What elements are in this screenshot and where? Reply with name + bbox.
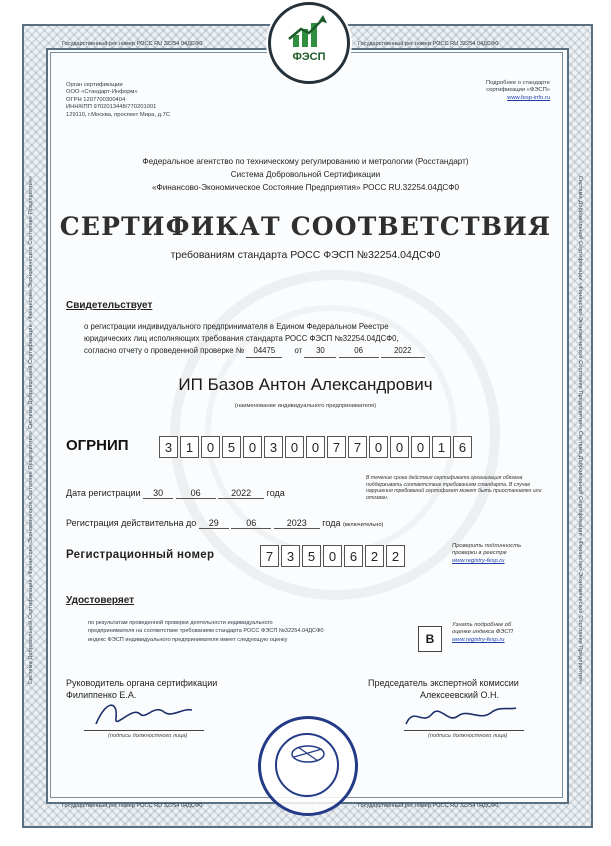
reg-number-digit: 3 xyxy=(281,545,300,567)
ogrnip-digit: 6 xyxy=(453,436,472,458)
attests-heading: Удостоверяет xyxy=(66,595,135,606)
registration-suffix: года xyxy=(266,488,285,498)
report-day: 30 xyxy=(304,345,336,358)
report-month: 06 xyxy=(339,345,379,358)
organ-title: Орган сертификации xyxy=(66,82,123,88)
ogrnip-digit: 0 xyxy=(285,436,304,458)
attests-line-3: индекс ФЭСП индивидуального предпринимателя имеет следующую оценку xyxy=(88,636,288,643)
left-signatory-name: Филиппенко Е.А. xyxy=(66,690,137,700)
ogrnip-digit: 0 xyxy=(201,436,220,458)
organ-line-4: 129110, г.Москва, проспект Мира, д.7С xyxy=(66,111,171,118)
top-right-reg-line: Государственный рег номер РОСС RU 32254 04ДСФ0 xyxy=(358,41,499,47)
valid-until-note: (включительно) xyxy=(342,522,384,528)
ogrnip-digit: 0 xyxy=(411,436,430,458)
reg-number-digit: 2 xyxy=(386,545,405,567)
bottom-left-reg-line: Государственный рег номер РОСС RU 32254 04ДСФ0 xyxy=(62,803,203,809)
ogrnip-label: ОГРНИП xyxy=(66,437,129,454)
ogrnip-digits xyxy=(159,436,472,458)
registration-year: 2022 xyxy=(218,488,264,499)
right-signature xyxy=(400,700,520,732)
agency-line-3: «Финансово-Экономическое Состояние Предприятия» РОСС RU.32254.04ДСФ0 xyxy=(151,183,460,192)
reg-number-digit: 6 xyxy=(344,545,363,567)
standard-info-line-2: сертификации «ФЭСП» xyxy=(486,87,550,94)
agency-line-1: Федеральное агентство по техническому регулированию и метрологии (Росстандарт) xyxy=(142,157,469,166)
attests-line-1: по результатам проведенной проверки деятельности индивидуального xyxy=(88,620,273,626)
reg-number-digits xyxy=(260,545,405,567)
bottom-right-reg-line: Государственный рег номер РОСС RU 32254 04ДСФ0 xyxy=(358,803,499,809)
verify-note-line-2: проверки в реестре xyxy=(452,550,507,557)
registration-day: 30 xyxy=(143,488,173,499)
verify-note-link[interactable]: www.registry-fesp.ru xyxy=(452,557,505,564)
top-left-reg-line: Государственный рег номер РОСС RU 32254 04ДСФ0 xyxy=(62,41,203,47)
reg-number-digit: 2 xyxy=(365,545,384,567)
registration-date-row xyxy=(66,488,285,499)
official-stamp xyxy=(258,716,358,816)
certificate-title: СЕРТИФИКАТ СООТВЕТСТВИЯ xyxy=(59,212,552,241)
ogrnip-digit: 5 xyxy=(222,436,241,458)
verify-note-line-1: Проверить подлинность xyxy=(452,543,522,549)
stamp-emblem-icon xyxy=(288,743,328,765)
right-signature-caption: (подпись должностного лица) xyxy=(428,733,508,739)
standard-info-block xyxy=(440,80,550,102)
left-signature-caption: (подпись должностного лица) xyxy=(108,733,188,739)
organ-line-1: ООО «Стандарт-Информ» xyxy=(66,89,138,96)
ogrnip-digit: 1 xyxy=(432,436,451,458)
fesp-logo xyxy=(268,2,350,84)
logo-text: ФЭСП xyxy=(292,51,326,63)
left-signatory-title: Руководитель органа сертификации xyxy=(66,678,218,688)
valid-until-month: 06 xyxy=(231,518,271,529)
grade-box: B xyxy=(418,626,442,652)
report-number: 04475 xyxy=(246,345,282,358)
grade-note xyxy=(452,622,552,644)
valid-until-row xyxy=(66,518,383,529)
valid-until-suffix: года xyxy=(322,518,341,528)
valid-until-year: 2023 xyxy=(274,518,320,529)
registration-date-label: Дата регистрации xyxy=(66,488,141,498)
valid-until-day: 29 xyxy=(199,518,229,529)
left-signature xyxy=(88,696,198,732)
grade-note-line-1: Узнать подробнее об xyxy=(452,622,512,628)
valid-until-label: Регистрация действительна до xyxy=(66,518,197,528)
reg-number-digit: 5 xyxy=(302,545,321,567)
ogrnip-digit: 1 xyxy=(180,436,199,458)
ogrnip-digit: 0 xyxy=(390,436,409,458)
certificate-subtitle: требованиям стандарта РОСС ФЭСП №32254.04ДСФ0 xyxy=(170,249,441,261)
side-notice: В течение срока действия сертификата организация обязана поддерживать соответствие требованиям стандарта. В случае нарушения требований сертификат может быть приостановлен или отозван. xyxy=(366,475,542,501)
organ-block xyxy=(66,82,196,119)
organ-line-2: ОГРН 1207700300404 xyxy=(66,96,126,103)
ogrnip-digit: 0 xyxy=(243,436,262,458)
organ-line-3: ИНН/КПП 9702013448/770201001 xyxy=(66,104,157,111)
report-year: 2022 xyxy=(381,345,425,358)
ogrnip-digit: 7 xyxy=(348,436,367,458)
certifies-line-1: о регистрации индивидуального предпринимателя в Едином Федеральном Реестре xyxy=(84,322,389,331)
right-signatory-title: Председатель экспертной комиссии xyxy=(368,678,519,688)
report-from: от xyxy=(294,346,303,355)
registration-month: 06 xyxy=(176,488,216,499)
ogrnip-digit: 3 xyxy=(264,436,283,458)
ogrnip-digit: 0 xyxy=(369,436,388,458)
agency-line-2: Система Добровольной Сертификации xyxy=(230,170,381,179)
reg-number-digit: 0 xyxy=(323,545,342,567)
holder-name: ИП Базов Антон Александрович xyxy=(178,375,433,394)
reg-number-digit: 7 xyxy=(260,545,279,567)
standard-info-link[interactable]: www.fesp-info.ru xyxy=(507,94,550,101)
certifies-line-3 xyxy=(84,345,554,358)
certifies-text xyxy=(84,321,554,358)
certifies-line-2: юридических лиц исполняющих требования стандарта РОСС ФЭСП №32254.04ДСФ0, xyxy=(84,334,399,343)
certifies-line-3-prefix: согласно отчету о проведенной проверке № xyxy=(84,346,245,355)
attests-line-2: предпринимателя на соответствие требованиям стандарта РОСС ФЭСП №32254.04ДСФ0 xyxy=(88,628,324,635)
agency-block xyxy=(0,155,611,194)
right-border-text: Система Добровольной Сертификации «Финансово-Экономическое Состояние Предприятия» Система Добровольной Сертификации «Финансово-Экономическое Состояние Предприятия» xyxy=(577,175,583,685)
ogrnip-digit: 7 xyxy=(327,436,346,458)
right-signatory-name: Алексеевский О.Н. xyxy=(420,690,499,700)
verify-note xyxy=(452,543,552,565)
left-signature-line xyxy=(84,730,204,731)
ogrnip-digit: 3 xyxy=(159,436,178,458)
attests-text xyxy=(88,619,408,644)
certifies-heading: Свидетельствует xyxy=(66,300,153,311)
right-signature-line xyxy=(404,730,524,731)
reg-number-label: Регистрационный номер xyxy=(66,549,215,561)
grade-note-link[interactable]: www.registry-fesp.ru xyxy=(452,636,505,643)
growth-chart-icon xyxy=(271,5,347,81)
left-border-text: Система Добровольной Сертификации «Финансово-Экономическое Состояние Предприятия» Система Добровольной Сертификации «Финансово-Экономическое Состояние Предприятия» xyxy=(28,175,34,685)
holder-caption: (наименование индивидуального предпринимателя) xyxy=(234,403,377,409)
standard-info-line-1: Подробнее о стандарте xyxy=(486,80,550,86)
ogrnip-digit: 0 xyxy=(306,436,325,458)
grade-note-line-2: оценке индекса ФЭСП xyxy=(452,629,513,636)
